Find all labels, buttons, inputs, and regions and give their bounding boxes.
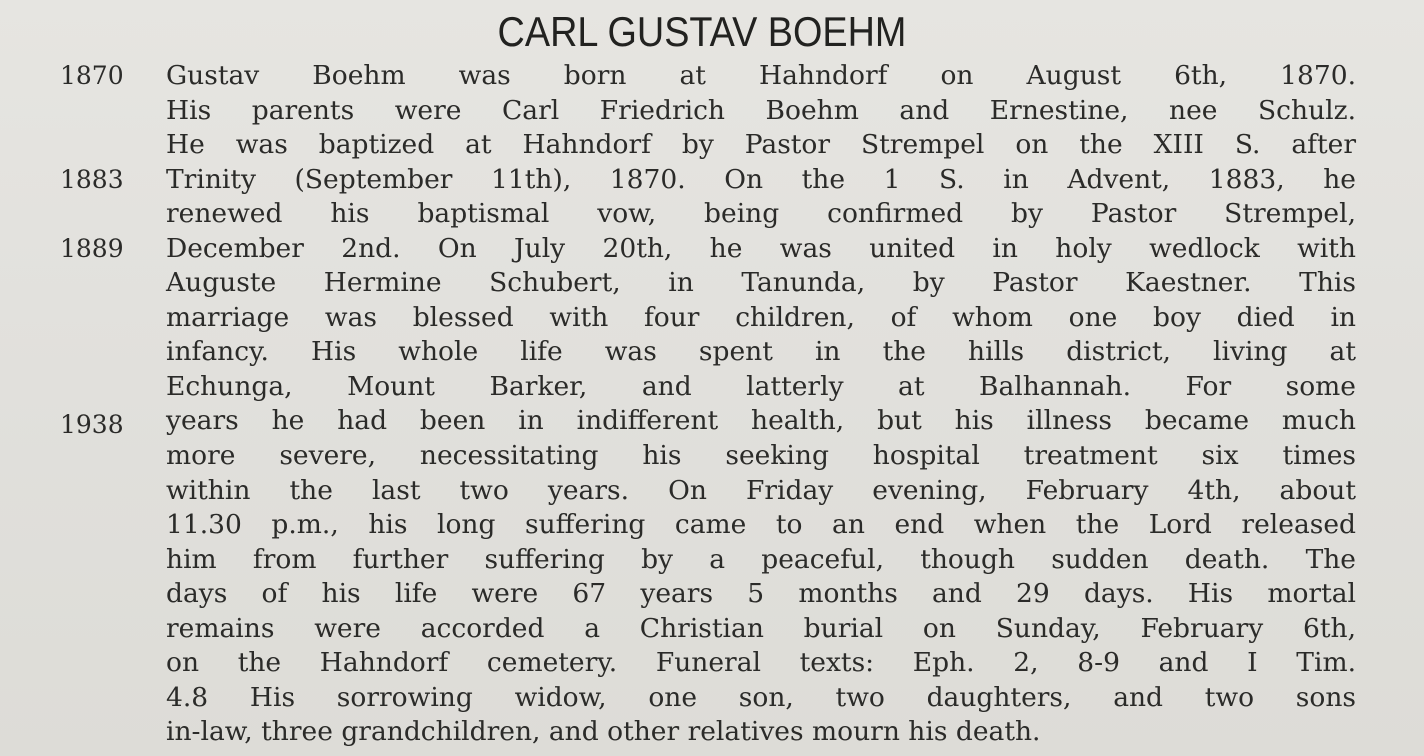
text-line: marriage was blessed with four children, of whom one boy died in <box>166 301 1356 333</box>
text-line: His parents were Carl Friedrich Boehm and Ernestine, nee Schulz. <box>166 94 1356 126</box>
text-line: days of his life were 67 years 5 months and 29 days. His mortal <box>166 578 1356 610</box>
text-line: infancy. His whole life was spent in the hills district, living at <box>166 336 1356 368</box>
text-line: Trinity (September 11th), 1870. On the 1 S. in Advent, 1883, he <box>166 163 1356 195</box>
margin-year: 1870 <box>60 61 124 90</box>
text-line: 11.30 p.m., his long suffering came to an end when the Lord released <box>166 509 1356 541</box>
text-line: remains were accorded a Christian burial on Sunday, February 6th, <box>166 612 1356 644</box>
text-line: within the last two years. On Friday evening, February 4th, about <box>166 474 1356 506</box>
obituary-body <box>166 59 1356 750</box>
text-line: on the Hahndorf cemetery. Funeral texts: Eph. 2, 8-9 and I Tim. <box>166 647 1356 679</box>
text-line: Echunga, Mount Barker, and latterly at Balhannah. For some <box>166 370 1356 402</box>
text-line: December 2nd. On July 20th, he was united in holy wedlock with <box>166 232 1356 264</box>
text-line: more severe, necessitating his seeking hospital treatment six times <box>166 440 1356 472</box>
margin-year: 1938 <box>60 410 124 439</box>
margin-year: 1883 <box>60 165 124 194</box>
text-line: Gustav Boehm was born at Hahndorf on August 6th, 1870. <box>166 60 1356 91</box>
text-line: renewed his baptismal vow, being confirmed by Pastor Strempel, <box>166 198 1356 230</box>
text-line: 4.8 His sorrowing widow, one son, two daughters, and two sons <box>166 681 1356 713</box>
text-line: He was baptized at Hahndorf by Pastor Strempel on the XIII S. after <box>166 129 1356 161</box>
margin-year: 1889 <box>60 234 124 263</box>
text-line: him from further suffering by a peaceful, though sudden death. The <box>166 543 1356 575</box>
text-line: Auguste Hermine Schubert, in Tanunda, by Pastor Kaestner. This <box>166 267 1356 299</box>
text-line: in-law, three grandchildren, and other relatives mourn his death. <box>166 716 1041 748</box>
page-title: CARL GUSTAV BOEHM <box>497 8 907 55</box>
text-line: years he had been in indifferent health, but his illness became much <box>166 405 1356 437</box>
